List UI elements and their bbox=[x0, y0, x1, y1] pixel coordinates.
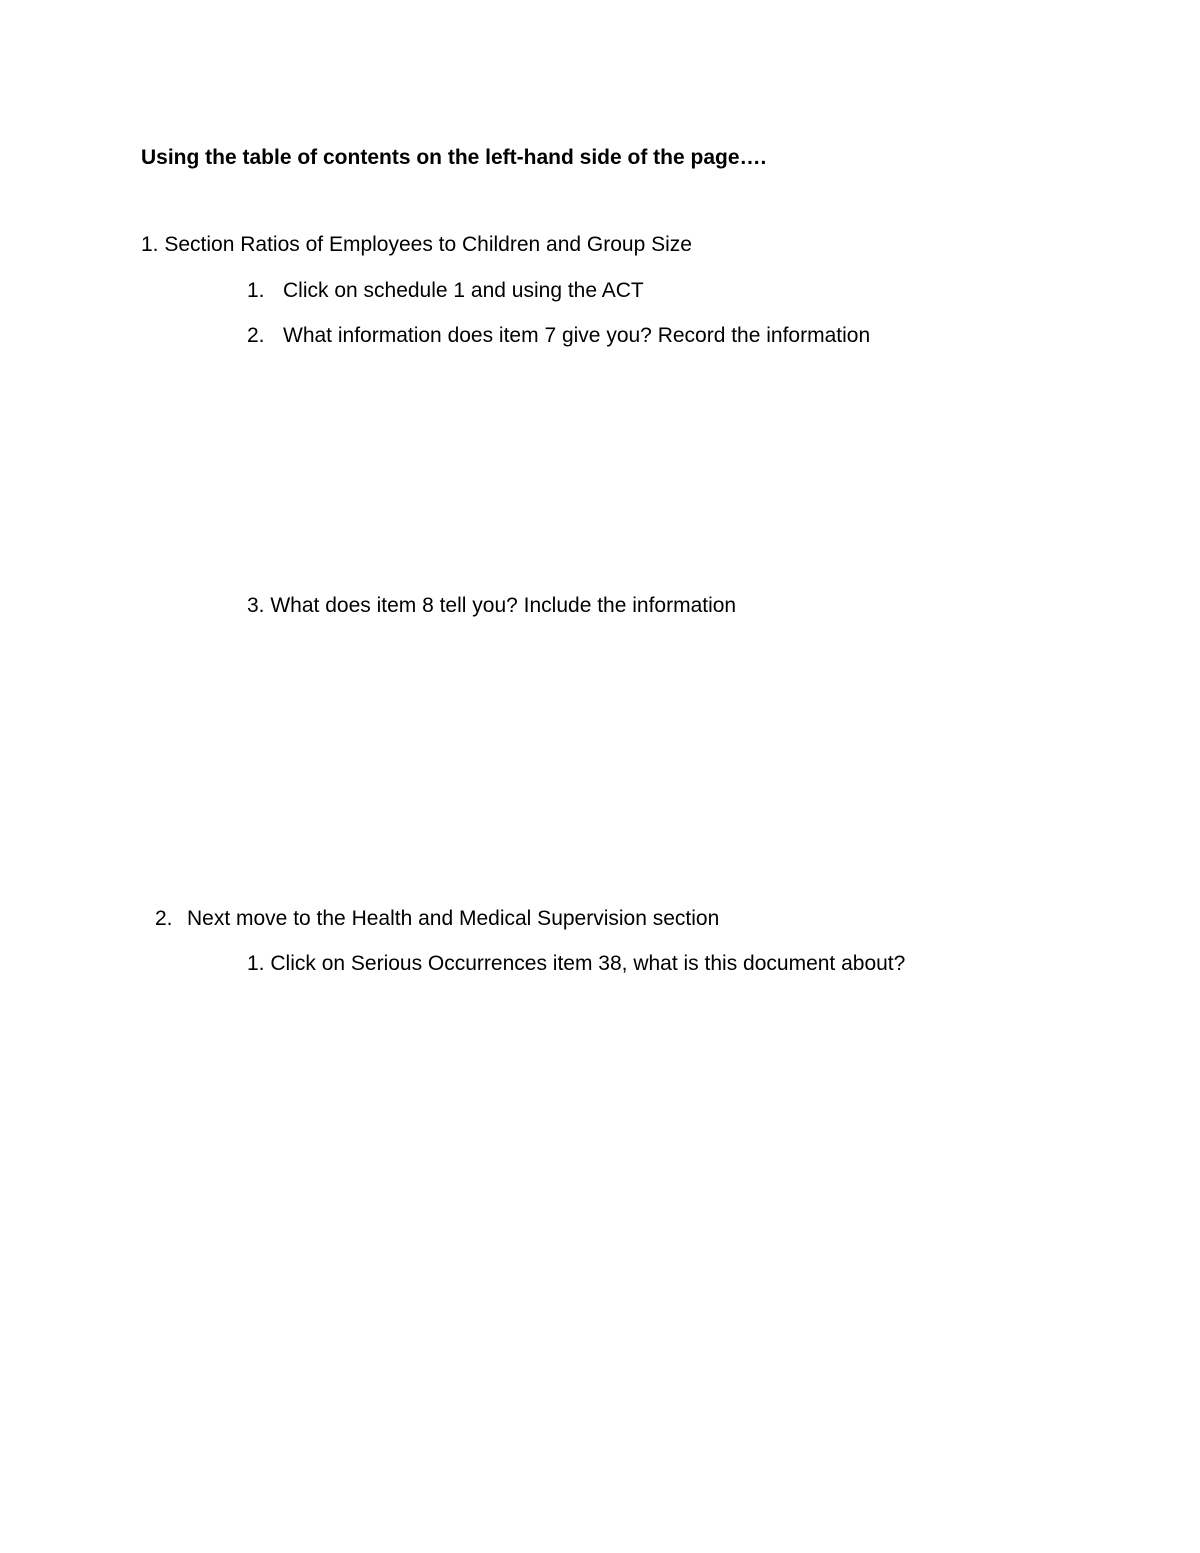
section-1-line bbox=[141, 232, 692, 258]
section-2-title: Next move to the Health and Medical Supervision section bbox=[187, 907, 720, 930]
list-item-text: Click on Serious Occurrences item 38, what is this document about? bbox=[270, 952, 906, 975]
section-2-line bbox=[155, 906, 719, 932]
section-1-title: Section Ratios of Employees to Children and Group Size bbox=[164, 233, 692, 256]
list-item-number: 1. bbox=[247, 952, 265, 975]
section-2-number: 2. bbox=[155, 907, 173, 930]
list-item-text: Click on schedule 1 and using the ACT bbox=[283, 279, 644, 302]
list-item bbox=[247, 323, 870, 349]
page-heading: Using the table of contents on the left-hand side of the page…. bbox=[141, 146, 767, 169]
section-1-number: 1. bbox=[141, 233, 159, 256]
list-item bbox=[247, 593, 736, 619]
list-item-text: What information does item 7 give you? Record the information bbox=[283, 324, 871, 347]
list-item-text: What does item 8 tell you? Include the information bbox=[270, 594, 737, 617]
list-item-number: 1. bbox=[247, 279, 265, 302]
list-item bbox=[247, 951, 905, 977]
list-item-number: 3. bbox=[247, 594, 265, 617]
list-item bbox=[247, 278, 644, 304]
list-item-number: 2. bbox=[247, 324, 265, 347]
